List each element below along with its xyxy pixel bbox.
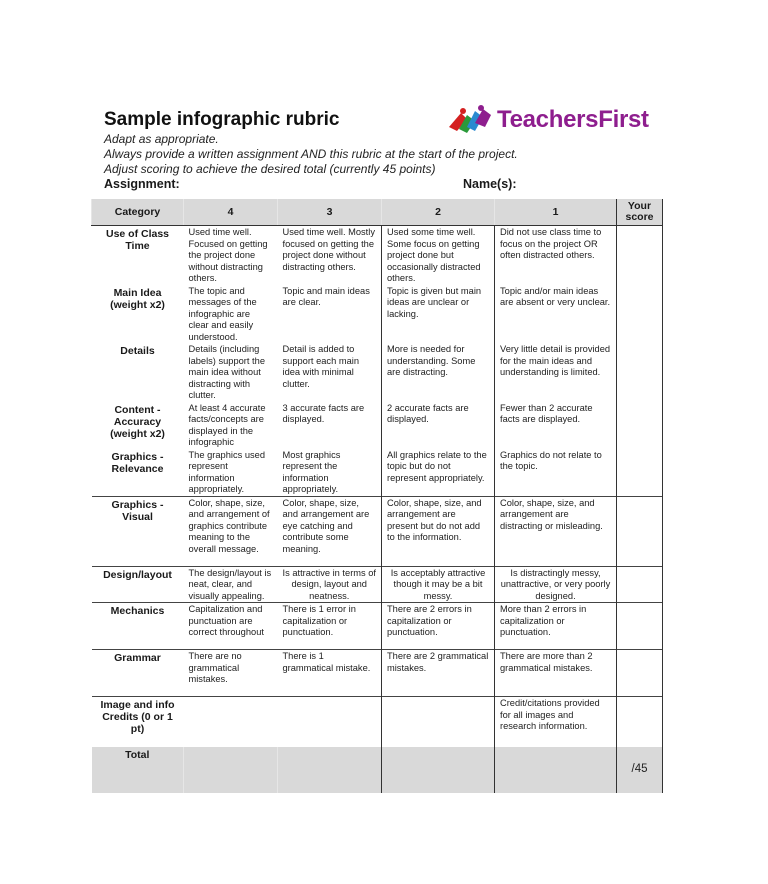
- table-row: [92, 650, 663, 697]
- score-3-cell: Is attractive in terms of design, layout and neatness.: [278, 566, 382, 603]
- total-row: [92, 747, 663, 793]
- score-4-cell: There are no grammatical mistakes.: [184, 650, 278, 697]
- column-header-2: 2: [382, 199, 495, 226]
- total-label: Total: [92, 747, 184, 793]
- your-score-cell[interactable]: [617, 449, 663, 497]
- column-header-score: Your score: [617, 199, 663, 226]
- category-cell: Content - Accuracy (weight x2): [110, 403, 165, 440]
- category-cell: Design/layout: [92, 566, 184, 603]
- your-score-cell[interactable]: [617, 402, 663, 449]
- score-2-cell: Color, shape, size, and arrangement are present but do not add to the information.: [382, 496, 495, 566]
- score-1-cell: Credit/citations provided for all images and research information.: [495, 697, 617, 747]
- your-score-cell[interactable]: [617, 603, 663, 650]
- people-logo-icon: [447, 105, 493, 135]
- score-1-cell: There are more than 2 grammatical mistakes.: [495, 650, 617, 697]
- page-title: Sample infographic rubric: [104, 109, 340, 130]
- total-1-cell: [495, 747, 617, 793]
- instruction-line: Adjust scoring to achieve the desired total (currently 45 points): [104, 162, 436, 176]
- score-3-cell: Most graphics represent the information appropriately.: [282, 449, 341, 494]
- total-3-cell: [278, 747, 382, 793]
- rubric-table: [91, 199, 663, 793]
- score-2-cell: Topic is given but main ideas are unclear or lacking.: [382, 285, 495, 344]
- teachersfirst-logo: [447, 105, 649, 135]
- score-3-cell: [278, 697, 382, 747]
- category-cell: Image and info Credits (0 or 1 pt): [92, 697, 184, 747]
- total-2-cell: [382, 747, 495, 793]
- score-3-cell: There is 1 grammatical mistake.: [278, 650, 382, 697]
- score-2-cell: Is acceptably attractive though it may be a bit messy.: [382, 566, 495, 603]
- score-4-cell: [184, 697, 278, 747]
- table-row: [92, 343, 663, 402]
- score-1-cell: Very little detail is provided for the main ideas and understanding is limited.: [495, 343, 617, 402]
- table-row: [92, 603, 663, 650]
- your-score-cell[interactable]: [617, 285, 663, 344]
- your-score-cell[interactable]: [617, 697, 663, 747]
- score-1-cell: Did not use class time to focus on the project OR often distracted others.: [495, 226, 617, 285]
- category-cell: Main Idea (weight x2): [110, 286, 165, 311]
- table-row: [92, 566, 663, 603]
- assignment-label: Assignment:: [104, 177, 180, 191]
- category-cell: Use of Class Time: [105, 228, 170, 252]
- score-4-cell: Details (including labels) support the main idea without distracting with clutter.: [188, 344, 265, 400]
- total-4-cell: [184, 747, 278, 793]
- score-2-cell: Used some time well. Some focus on getting project done but occasionally distracted others.: [382, 226, 495, 285]
- score-4-cell: At least 4 accurate facts/concepts are displayed in the infographic: [188, 402, 266, 447]
- table-row: [92, 697, 663, 747]
- score-4-cell: The design/layout is neat, clear, and visually appealing.: [184, 566, 278, 603]
- instruction-line: Always provide a written assignment AND this rubric at the start of the project.: [104, 147, 518, 161]
- column-header-1: 1: [495, 199, 617, 226]
- score-3-cell: Detail is added to support each main idea with minimal clutter.: [282, 344, 359, 389]
- score-4-cell: Capitalization and punctuation are correct throughout: [184, 603, 278, 650]
- category-cell: Details: [120, 345, 155, 357]
- score-2-cell: There are 2 errors in capitalization or punctuation.: [382, 603, 495, 650]
- score-3-cell: 3 accurate facts are displayed.: [282, 402, 365, 424]
- your-score-cell[interactable]: [617, 496, 663, 566]
- score-3-cell: Color, shape, size, and arrangement are eye catching and contribute some meaning.: [278, 496, 382, 566]
- score-1-cell: Is distractingly messy, unattractive, or very poorly designed.: [495, 566, 617, 603]
- score-1-cell: Graphics do not relate to the topic.: [495, 449, 617, 497]
- score-4-cell: Used time well. Focused on getting the project done without distracting others.: [188, 227, 268, 283]
- your-score-cell[interactable]: [617, 566, 663, 603]
- column-header-4: 4: [184, 199, 278, 226]
- score-2-cell: All graphics relate to the topic but do not represent appropriately.: [382, 449, 495, 497]
- score-4-cell: Color, shape, size, and arrangement of graphics contribute meaning to the overall message.: [184, 496, 278, 566]
- category-cell: Graphics - Visual: [92, 496, 184, 566]
- score-4-cell: The topic and messages of the infographic are clear and easily understood.: [188, 285, 257, 342]
- score-1-cell: Fewer than 2 accurate facts are displayed.: [495, 402, 617, 449]
- score-4-cell: The graphics used represent information appropriately.: [188, 449, 265, 494]
- instruction-line: Adapt as appropriate.: [104, 132, 219, 146]
- score-2-cell: [382, 697, 495, 747]
- table-row: [92, 285, 663, 344]
- score-2-cell: More is needed for understanding. Some are distracting.: [382, 343, 495, 402]
- your-score-cell[interactable]: [617, 650, 663, 697]
- logo-text: TeachersFirst: [497, 106, 649, 133]
- score-1-cell: More than 2 errors in capitalization or punctuation.: [495, 603, 617, 650]
- score-3-cell: There is 1 error in capitalization or punctuation.: [278, 603, 382, 650]
- column-header-3: 3: [278, 199, 382, 226]
- names-label: Name(s):: [463, 177, 517, 191]
- your-score-cell[interactable]: [617, 226, 663, 285]
- table-row: [92, 496, 663, 566]
- score-3-cell: Used time well. Mostly focused on getting the project done without distracting others.: [282, 227, 375, 272]
- header-row: [92, 199, 663, 226]
- score-2-cell: There are 2 grammatical mistakes.: [382, 650, 495, 697]
- table-row: [92, 226, 663, 285]
- category-cell: Graphics - Relevance: [111, 450, 164, 475]
- column-header-category: Category: [92, 199, 184, 226]
- score-3-cell: Topic and main ideas are clear.: [282, 285, 370, 307]
- header: [91, 105, 663, 195]
- rubric-page: [91, 105, 663, 776]
- your-score-cell[interactable]: [617, 343, 663, 402]
- score-2-cell: 2 accurate facts are displayed.: [382, 402, 495, 449]
- score-1-cell: Topic and/or main ideas are absent or very unclear.: [495, 285, 617, 344]
- total-score-cell[interactable]: /45: [617, 747, 663, 793]
- category-cell: Mechanics: [92, 603, 184, 650]
- score-1-cell: Color, shape, size, and arrangement are distracting or misleading.: [495, 496, 617, 566]
- category-cell: Grammar: [92, 650, 184, 697]
- table-row: [92, 402, 663, 449]
- table-row: [92, 449, 663, 497]
